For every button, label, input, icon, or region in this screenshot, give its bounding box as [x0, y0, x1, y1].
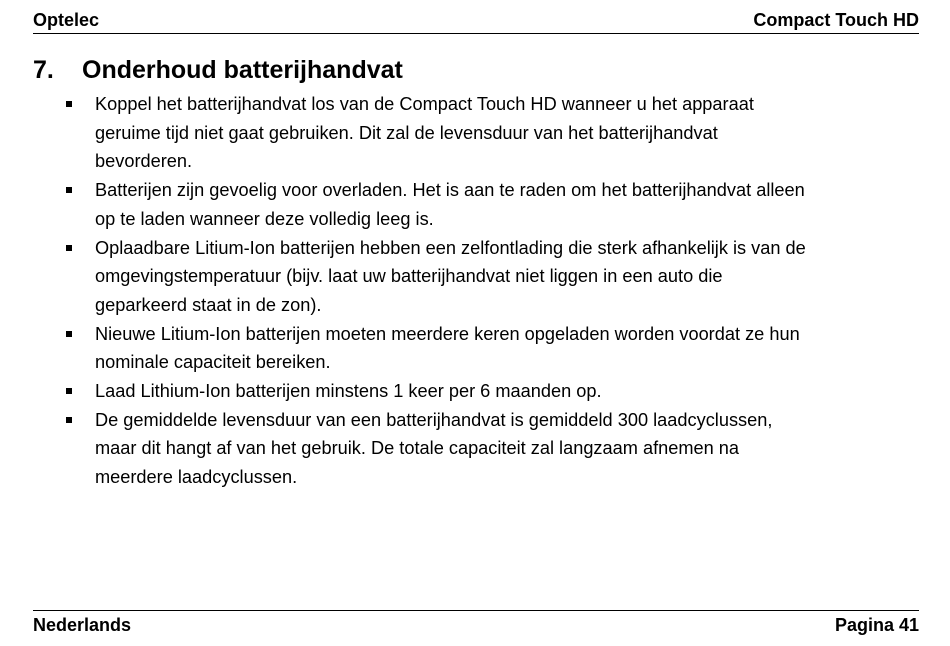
list-item-line: Oplaadbare Litium-Ion batterijen hebben een zelfontlading die sterk afhankelijk is van de: [95, 237, 806, 258]
bullet-square-icon: [66, 388, 72, 394]
bullet-square-icon: [66, 417, 72, 423]
page-footer: [33, 610, 919, 641]
list-item-line: maar dit hangt af van het gebruik. De totale capaciteit zal langzaam afnemen na: [95, 438, 740, 459]
footer-page-number: Pagina 41: [834, 615, 919, 635]
list-item: [0, 176, 925, 233]
section-number: 7.: [33, 56, 54, 84]
list-item-line: omgevingstemperatuur (bijv. laat uw batterijhandvat niet liggen in een auto die: [95, 266, 723, 287]
list-item-line: De gemiddelde levensduur van een batterijhandvat is gemiddeld 300 laadcyclussen,: [95, 409, 773, 430]
list-item-line: Batterijen zijn gevoelig voor overladen. Het is aan te raden om het batterijhandvat alleen: [95, 180, 805, 201]
page-header: [33, 9, 919, 34]
bullet-square-icon: [66, 101, 72, 107]
list-item-line: meerdere laadcyclussen.: [95, 467, 298, 488]
list-item-line: Laad Lithium-Ion batterijen minstens 1 keer per 6 maanden op.: [95, 381, 602, 402]
list-item-line: geruime tijd niet gaat gebruiken. Dit zal de levensduur van het batterijhandvat: [95, 122, 718, 143]
bullet-square-icon: [66, 187, 72, 193]
list-item: [0, 90, 925, 176]
list-item-line: geparkeerd staat in de zon).: [95, 294, 322, 315]
list-item-line: op te laden wanneer deze volledig leeg is.: [95, 208, 434, 229]
bullet-list: [0, 90, 925, 492]
list-item: [0, 320, 925, 377]
section-title: [33, 56, 403, 85]
list-item: [0, 377, 925, 406]
bullet-square-icon: [66, 331, 72, 337]
list-item-line: bevorderen.: [95, 151, 193, 172]
list-item-line: Koppel het batterijhandvat los van de Compact Touch HD wanneer u het apparaat: [95, 94, 754, 114]
list-item: [0, 234, 925, 320]
header-product: Compact Touch HD: [753, 10, 919, 30]
list-item-line: Nieuwe Litium-Ion batterijen moeten meerdere keren opgeladen worden voordat ze hun: [95, 323, 800, 344]
section-title-text: Onderhoud batterijhandvat: [82, 56, 403, 84]
bullet-square-icon: [66, 245, 72, 251]
list-item-line: nominale capaciteit bereiken.: [95, 352, 331, 373]
header-brand: Optelec: [33, 10, 100, 30]
footer-language: Nederlands: [33, 615, 132, 635]
list-item: [0, 406, 925, 492]
